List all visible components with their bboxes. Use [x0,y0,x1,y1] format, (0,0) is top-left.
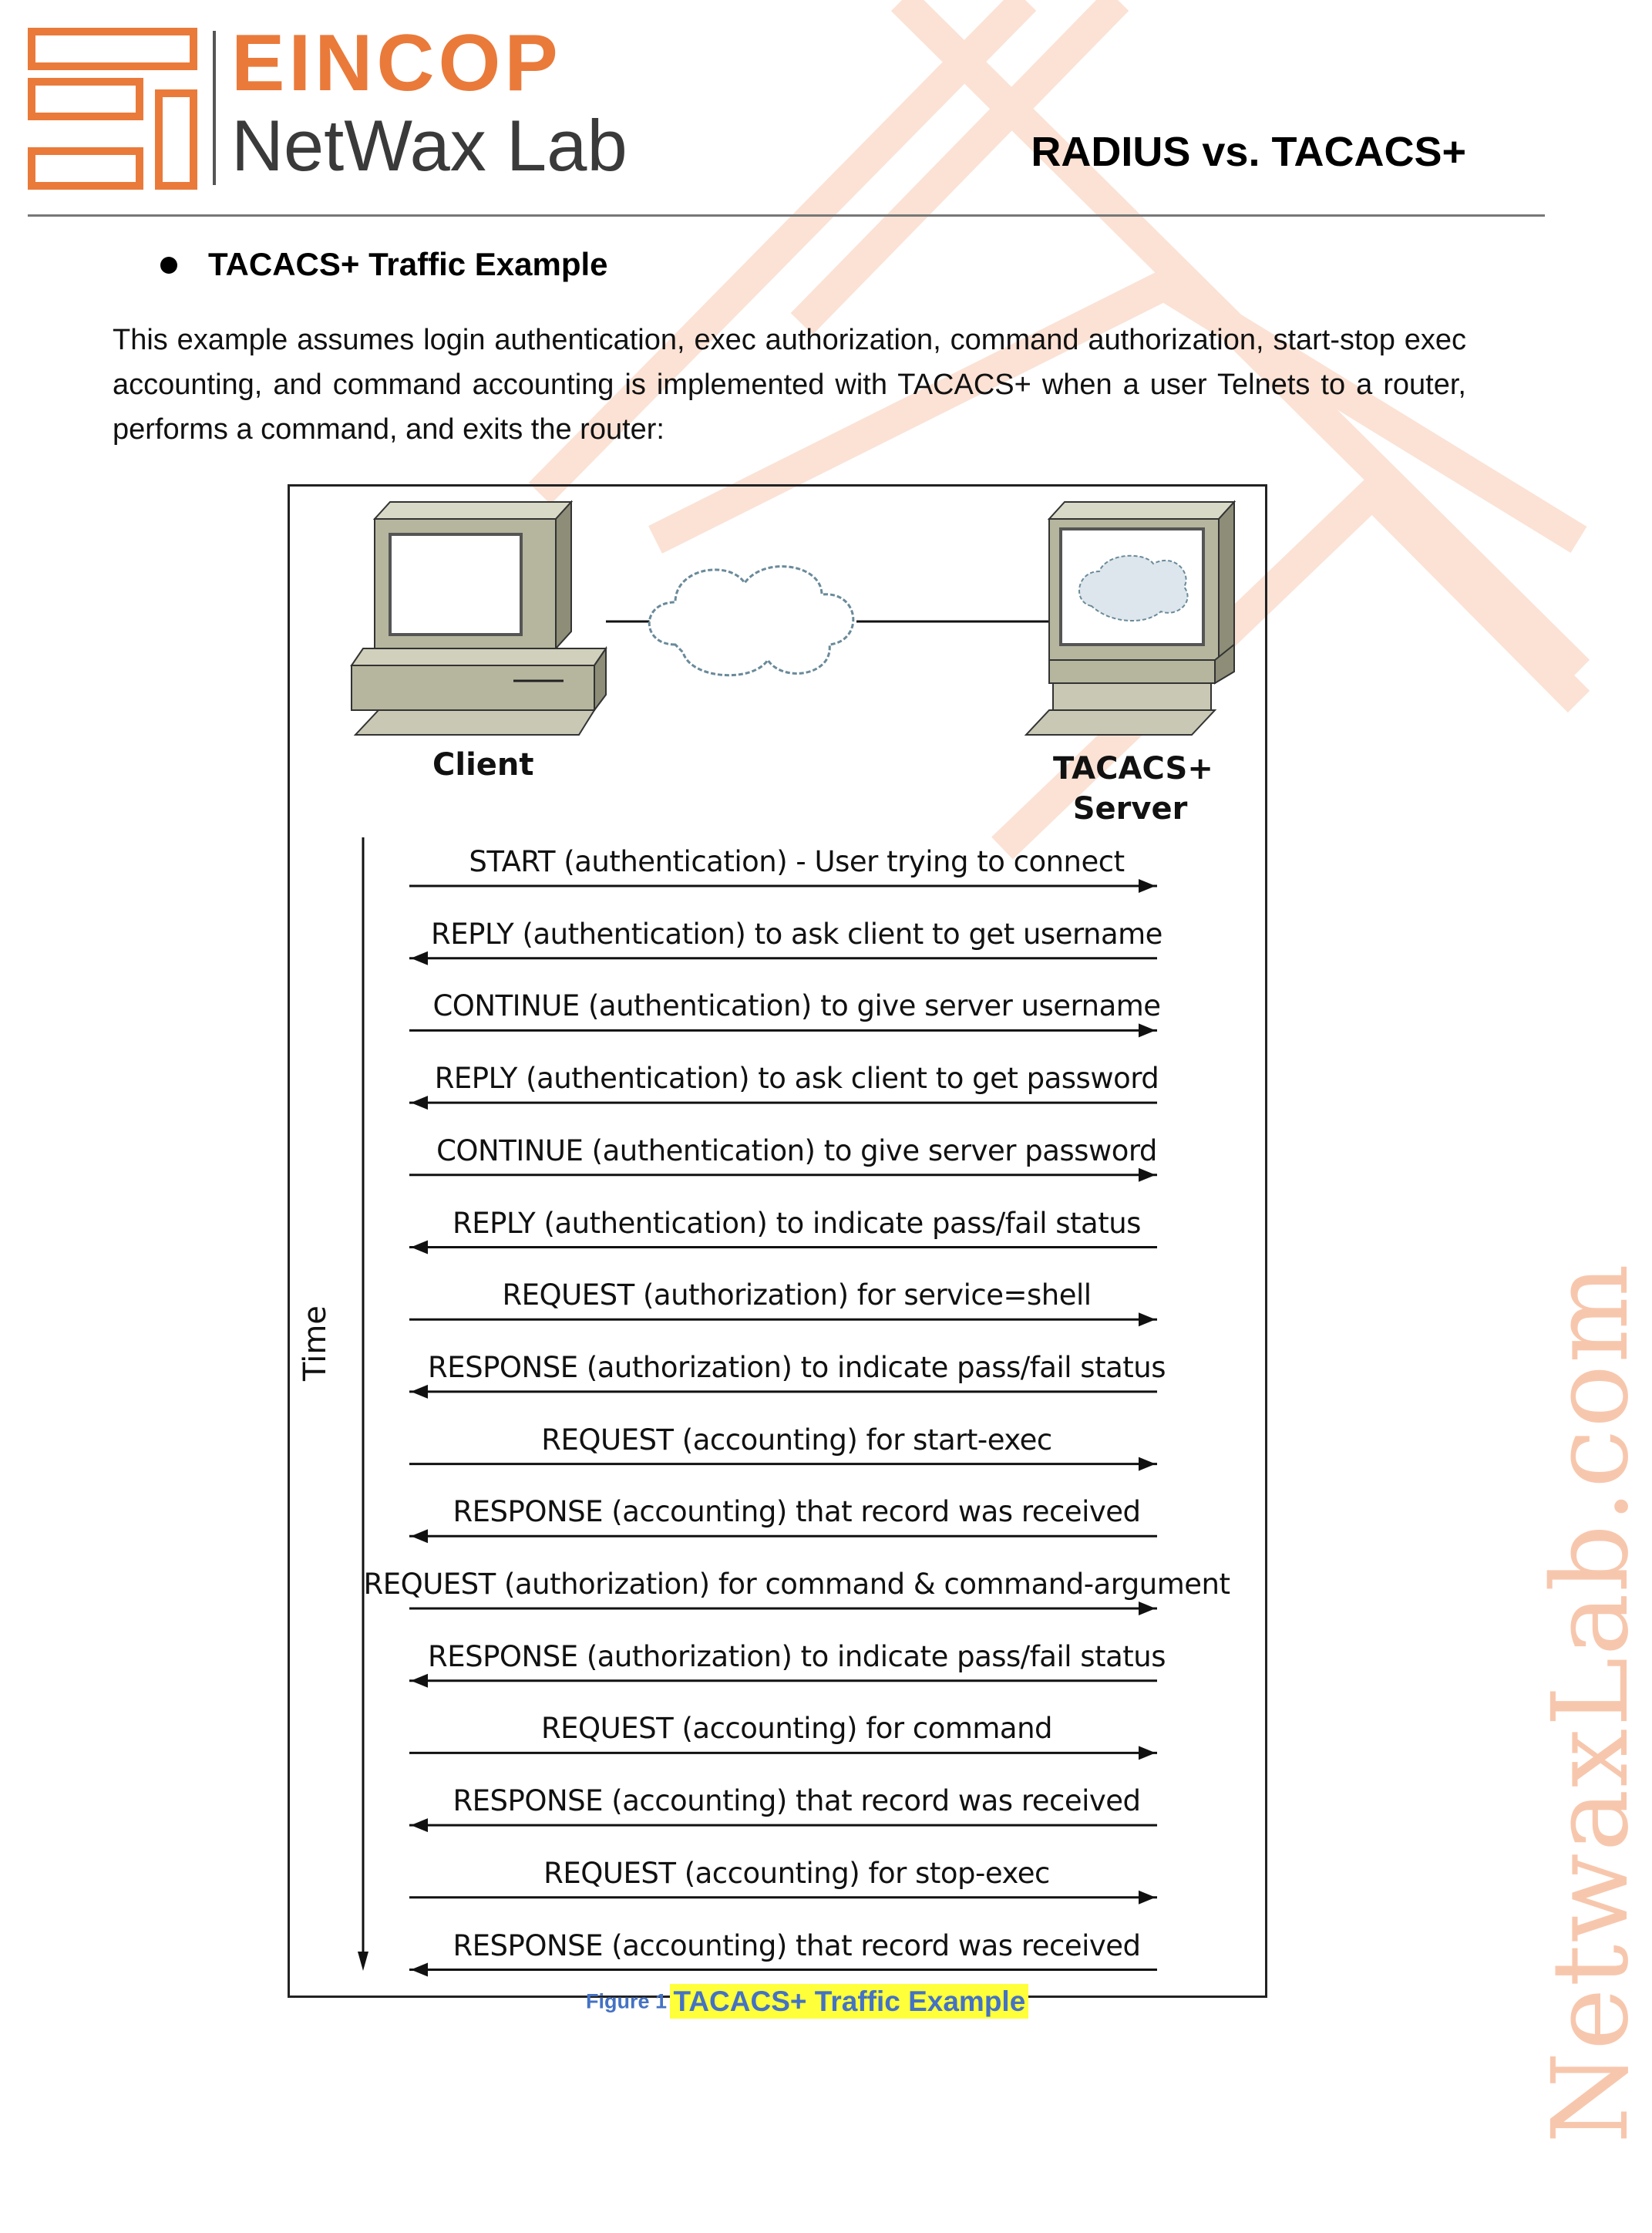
intro-paragraph: This example assumes login authentication, exec authorization, command authorization, start-stop exec accounting, and command accounting is implemented with TACACS+ when a user Telnets to a router, performs a command, and exits the router: [113,324,1466,446]
message-arrow [409,1891,1157,1905]
sequence-diagram [288,484,1267,1998]
message-label: REQUEST (accounting) for start-exec [541,1423,1052,1457]
message-label: REPLY (authentication) to indicate pass/fail status [453,1206,1141,1240]
server-label [1053,749,1213,829]
message-arrow [409,1746,1157,1760]
bullet-icon [160,257,177,274]
client-label: Client [432,747,534,783]
message-arrow [409,1312,1157,1326]
figure-caption [586,1985,1028,2018]
caption-text: TACACS+ Traffic Example [670,1984,1028,2019]
message-arrow [409,879,1157,893]
message-label: RESPONSE (accounting) that record was received [453,1495,1141,1529]
diagram-canvas [290,487,1265,1996]
caption-number: Figure 1 [586,1989,668,2013]
time-axis-label: Time [298,1305,333,1381]
header-divider [28,214,1545,217]
message-label: REQUEST (authorization) for service=shell [502,1278,1092,1312]
client-computer-icon [352,502,606,735]
message-label: CONTINUE (authentication) to give server password [436,1133,1157,1167]
message-arrow [409,1096,1157,1110]
network-cloud-icon [649,567,853,675]
message-label: START (authentication) - User trying to connect [469,845,1125,878]
message-label: REPLY (authentication) to ask client to get password [434,1062,1159,1096]
message-arrow [409,951,1157,965]
server-computer-icon [1026,502,1234,735]
document-title: RADIUS vs. TACACS+ [1031,129,1466,175]
watermark: NetwaxLab.com [1530,1261,1652,2144]
server-label-line2: Server [1072,791,1188,827]
logo-icon [28,28,209,194]
message-label: REQUEST (accounting) for stop-exec [543,1856,1050,1890]
message-label: CONTINUE (authentication) to give server username [432,989,1161,1023]
message-arrow [409,1818,1157,1832]
message-arrow [409,1529,1157,1543]
brand-subtitle: NetWax Lab [231,105,627,186]
message-label: RESPONSE (authorization) to indicate pass/fail status [428,1350,1166,1384]
message-arrow [409,1385,1157,1399]
message-arrow [409,1601,1157,1615]
logo-divider [213,31,216,185]
message-label: REQUEST (authorization) for command & command-argument [363,1568,1230,1601]
message-label: RESPONSE (accounting) that record was received [453,1784,1141,1818]
brand-name: EINCOP [231,19,562,108]
section-heading: TACACS+ Traffic Example [208,246,608,282]
message-arrow [409,1963,1157,1977]
message-label: REPLY (authentication) to ask client to get username [431,917,1162,951]
message-arrow [409,1241,1157,1255]
message-label: REQUEST (accounting) for command [540,1712,1053,1746]
message-arrow [409,1168,1157,1182]
server-label-line1: TACACS+ [1053,751,1213,786]
message-label: RESPONSE (accounting) that record was received [453,1928,1141,1962]
message-arrow [409,1674,1157,1688]
message-label: RESPONSE (authorization) to indicate pass/fail status [428,1639,1166,1673]
message-arrow [409,1023,1157,1037]
message-arrow [409,1457,1157,1471]
